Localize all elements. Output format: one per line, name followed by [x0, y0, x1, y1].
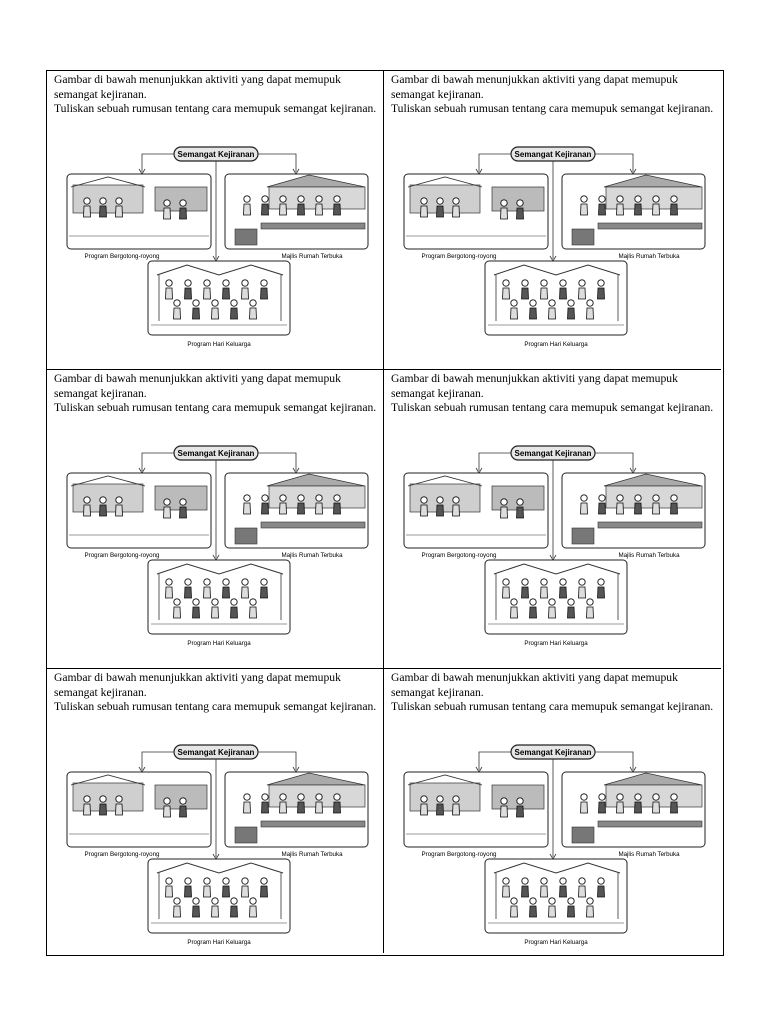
connector-right [595, 752, 633, 770]
question-line-1: Gambar di bawah menunjukkan aktiviti yang dapat memupuk semangat kejiranan. [391, 372, 678, 400]
hari-keluarga-panel [485, 859, 627, 933]
rumah-terbuka-panel [225, 772, 368, 847]
question-line-1: Gambar di bawah menunjukkan aktiviti yang dapat memupuk semangat kejiranan. [54, 372, 341, 400]
connector-right [258, 752, 296, 770]
illustration-svg [384, 739, 721, 953]
connector-left [142, 453, 174, 471]
kejiranan-illustration [47, 739, 384, 953]
figure-title: Semangat Kejiranan [514, 150, 592, 159]
question-card-3 [47, 370, 384, 669]
rumah-terbuka-panel [225, 174, 368, 249]
question-card-1 [47, 71, 384, 370]
connector-left [479, 752, 511, 770]
connector-right [258, 453, 296, 471]
gotong-royong-panel [67, 772, 211, 847]
caption-hari-keluarga: Program Hari Keluarga [187, 939, 251, 946]
caption-hari-keluarga: Program Hari Keluarga [187, 341, 251, 348]
connector-right [258, 154, 296, 172]
kejiranan-illustration [384, 440, 721, 665]
rumah-terbuka-panel [225, 473, 368, 548]
caption-gotong-royong: Program Bergotong-royong [421, 851, 497, 858]
connector-left [142, 154, 174, 172]
caption-rumah-terbuka: Majlis Rumah Terbuka [281, 552, 343, 559]
gotong-royong-panel [67, 174, 211, 249]
caption-rumah-terbuka: Majlis Rumah Terbuka [618, 851, 680, 858]
illustration-svg [47, 739, 384, 953]
question-line-2: Tuliskan sebuah rumusan tentang cara memupuk semangat kejiranan. [391, 700, 714, 713]
gotong-royong-panel [404, 473, 548, 548]
hari-keluarga-panel [148, 859, 290, 933]
caption-gotong-royong: Program Bergotong-royong [84, 552, 160, 559]
figure-title: Semangat Kejiranan [177, 449, 255, 458]
figure-title: Semangat Kejiranan [177, 150, 255, 159]
connector-left [479, 453, 511, 471]
caption-rumah-terbuka: Majlis Rumah Terbuka [281, 253, 343, 260]
question-line-2: Tuliskan sebuah rumusan tentang cara memupuk semangat kejiranan. [54, 401, 377, 414]
caption-hari-keluarga: Program Hari Keluarga [524, 939, 588, 946]
illustration-svg [384, 440, 721, 665]
hari-keluarga-panel [485, 560, 627, 634]
caption-hari-keluarga: Program Hari Keluarga [524, 640, 588, 647]
caption-gotong-royong: Program Bergotong-royong [421, 253, 497, 260]
question-line-1: Gambar di bawah menunjukkan aktiviti yang dapat memupuk semangat kejiranan. [54, 73, 341, 101]
question-text [54, 372, 377, 416]
question-line-1: Gambar di bawah menunjukkan aktiviti yang dapat memupuk semangat kejiranan. [391, 671, 678, 699]
caption-gotong-royong: Program Bergotong-royong [84, 253, 160, 260]
figure-title: Semangat Kejiranan [177, 748, 255, 757]
kejiranan-illustration [47, 440, 384, 665]
caption-hari-keluarga: Program Hari Keluarga [524, 341, 588, 348]
question-text [391, 73, 715, 117]
question-text [391, 671, 715, 715]
connector-right [595, 154, 633, 172]
hari-keluarga-panel [148, 560, 290, 634]
question-card-6 [384, 669, 721, 953]
kejiranan-illustration [47, 141, 384, 366]
gotong-royong-panel [67, 473, 211, 548]
illustration-svg [384, 141, 721, 366]
caption-gotong-royong: Program Bergotong-royong [421, 552, 497, 559]
question-text [54, 73, 377, 117]
illustration-svg [47, 141, 384, 366]
rumah-terbuka-panel [562, 174, 705, 249]
question-card-4 [384, 370, 721, 669]
caption-rumah-terbuka: Majlis Rumah Terbuka [618, 253, 680, 260]
figure-title: Semangat Kejiranan [514, 449, 592, 458]
rumah-terbuka-panel [562, 473, 705, 548]
kejiranan-illustration [384, 739, 721, 953]
hari-keluarga-panel [485, 261, 627, 335]
caption-hari-keluarga: Program Hari Keluarga [187, 640, 251, 647]
rumah-terbuka-panel [562, 772, 705, 847]
connector-left [479, 154, 511, 172]
question-line-1: Gambar di bawah menunjukkan aktiviti yang dapat memupuk semangat kejiranan. [391, 73, 678, 101]
caption-rumah-terbuka: Majlis Rumah Terbuka [281, 851, 343, 858]
connector-left [142, 752, 174, 770]
question-line-2: Tuliskan sebuah rumusan tentang cara memupuk semangat kejiranan. [391, 401, 714, 414]
worksheet-grid [46, 70, 724, 956]
question-line-2: Tuliskan sebuah rumusan tentang cara memupuk semangat kejiranan. [54, 102, 377, 115]
caption-gotong-royong: Program Bergotong-royong [84, 851, 160, 858]
question-line-2: Tuliskan sebuah rumusan tentang cara memupuk semangat kejiranan. [54, 700, 377, 713]
hari-keluarga-panel [148, 261, 290, 335]
caption-rumah-terbuka: Majlis Rumah Terbuka [618, 552, 680, 559]
question-line-2: Tuliskan sebuah rumusan tentang cara memupuk semangat kejiranan. [391, 102, 714, 115]
question-text [54, 671, 377, 715]
gotong-royong-panel [404, 174, 548, 249]
illustration-svg [47, 440, 384, 665]
connector-right [595, 453, 633, 471]
question-line-1: Gambar di bawah menunjukkan aktiviti yang dapat memupuk semangat kejiranan. [54, 671, 341, 699]
question-card-2 [384, 71, 721, 370]
question-text [391, 372, 715, 416]
gotong-royong-panel [404, 772, 548, 847]
question-card-5 [47, 669, 384, 953]
figure-title: Semangat Kejiranan [514, 748, 592, 757]
kejiranan-illustration [384, 141, 721, 366]
